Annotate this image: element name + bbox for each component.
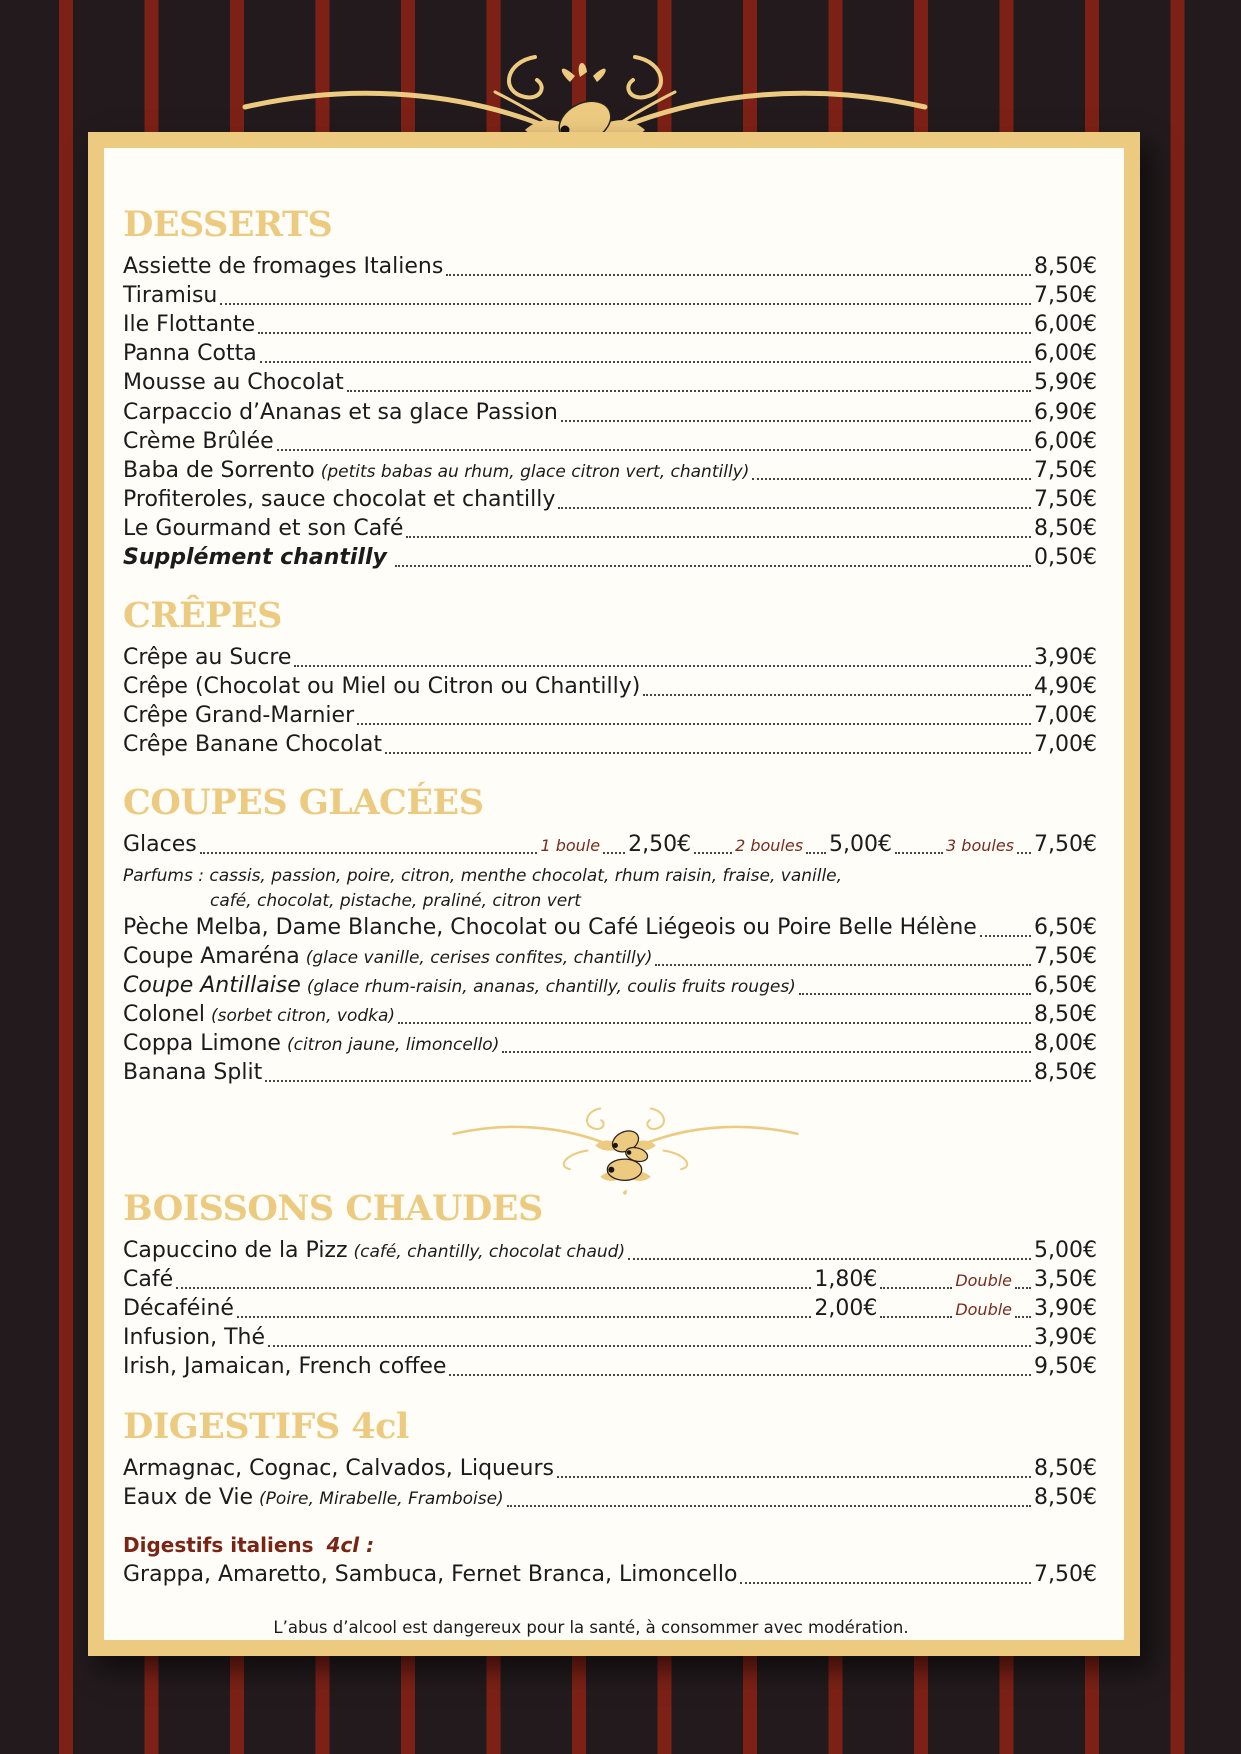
parfums-line: café, chocolat, pistache, praliné, citron vert	[210, 891, 581, 911]
menu-item: Infusion, Thé 3,90€	[123, 1325, 1097, 1350]
menu-item: Tiramisu 7,50€	[123, 283, 1097, 308]
menu-item: Crêpe Grand-Marnier 7,00€	[123, 703, 1097, 728]
menu-item: Café 1,80€ Double 3,50€	[123, 1267, 1097, 1292]
section-title-boissons-chaudes: BOISSONS CHAUDES	[123, 1188, 543, 1229]
menu-item: Coupe Amaréna (glace vanille, cerises confites, chantilly) 7,50€	[123, 944, 1097, 969]
section-title-crepes: CRÊPES	[123, 595, 282, 636]
menu-item: Armagnac, Cognac, Calvados, Liqueurs 8,50€	[123, 1456, 1097, 1481]
menu-item: Colonel (sorbet citron, vodka) 8,50€	[123, 1002, 1097, 1027]
menu-item: Ile Flottante 6,00€	[123, 312, 1097, 337]
menu-item: Crêpe (Chocolat ou Miel ou Citron ou Chantilly) 4,90€	[123, 674, 1097, 699]
menu-item: Crêpe Banane Chocolat 7,00€	[123, 732, 1097, 757]
digestifs-italiens-title: Digestifs italiens 4cl :	[123, 1533, 375, 1557]
size-label: 1 boule	[540, 836, 601, 855]
middle-flourish-ornament	[448, 1106, 803, 1196]
menu-item: Eaux de Vie (Poire, Mirabelle, Framboise) 8,50€	[123, 1485, 1097, 1510]
menu-item: Pèche Melba, Dame Blanche, Chocolat ou Café Liégeois ou Poire Belle Hélène 6,50€	[123, 915, 1097, 940]
section-title-coupes-glacees: COUPES GLACÉES	[123, 782, 484, 823]
menu-item: Crème Brûlée 6,00€	[123, 429, 1097, 454]
menu-item: Capuccino de la Pizz (café, chantilly, chocolat chaud) 5,00€	[123, 1238, 1097, 1263]
item-note: (café, chantilly, chocolat chaud)	[353, 1242, 626, 1262]
size-label: 2 boules	[735, 836, 804, 855]
menu-item: Assiette de fromages Italiens 8,50€	[123, 254, 1097, 279]
alcohol-warning: L’abus d’alcool est dangereux pour la santé, à consommer avec modération.	[273, 1618, 909, 1637]
item-note: (Poire, Mirabelle, Framboise)	[259, 1489, 504, 1509]
menu-item: Banana Split 8,50€	[123, 1060, 1097, 1085]
menu-item: Coupe Antillaise (glace rhum-raisin, ananas, chantilly, coulis fruits rouges) 6,50€	[123, 973, 1097, 998]
menu-item: Carpaccio d’Ananas et sa glace Passion 6,90€	[123, 400, 1097, 425]
menu-item-supplement: Supplément chantilly 0,50€	[123, 545, 1097, 570]
menu-item: Crêpe au Sucre 3,90€	[123, 645, 1097, 670]
item-note: (citron jaune, limoncello)	[286, 1035, 500, 1055]
item-note: (glace vanille, cerises confites, chantilly)	[305, 948, 653, 968]
menu-item-glaces: Glaces 1 boule 2,50€ 2 boules 5,00€ 3 boules 7,50€	[123, 832, 1097, 857]
menu-item: Mousse au Chocolat 5,90€	[123, 370, 1097, 395]
section-title-desserts: DESSERTS	[123, 204, 333, 245]
menu-item: Profiteroles, sauce chocolat et chantilly 7,50€	[123, 487, 1097, 512]
parfums-line: Parfums : cassis, passion, poire, citron, menthe chocolat, rhum raisin, fraise, vanille,	[123, 866, 843, 886]
menu-card	[88, 132, 1140, 1656]
item-note: (glace rhum-raisin, ananas, chantilly, coulis fruits rouges)	[306, 977, 796, 997]
menu-paper	[104, 148, 1124, 1640]
menu-item: Coppa Limone (citron jaune, limoncello) 8,00€	[123, 1031, 1097, 1056]
double-label: Double	[955, 1300, 1013, 1319]
size-label: 3 boules	[946, 836, 1015, 855]
menu-item: Décaféiné 2,00€ Double 3,90€	[123, 1296, 1097, 1321]
item-note: (sorbet citron, vodka)	[210, 1006, 396, 1026]
menu-item: Irish, Jamaican, French coffee 9,50€	[123, 1354, 1097, 1379]
section-title-digestifs: DIGESTIFS 4cl	[123, 1406, 409, 1447]
menu-item: Grappa, Amaretto, Sambuca, Fernet Branca, Limoncello 7,50€	[123, 1562, 1097, 1587]
item-note: (petits babas au rhum, glace citron vert, chantilly)	[320, 462, 750, 482]
menu-item: Panna Cotta 6,00€	[123, 341, 1097, 366]
menu-item: Baba de Sorrento (petits babas au rhum, glace citron vert, chantilly) 7,50€	[123, 458, 1097, 483]
double-label: Double	[955, 1271, 1013, 1290]
menu-item: Le Gourmand et son Café 8,50€	[123, 516, 1097, 541]
